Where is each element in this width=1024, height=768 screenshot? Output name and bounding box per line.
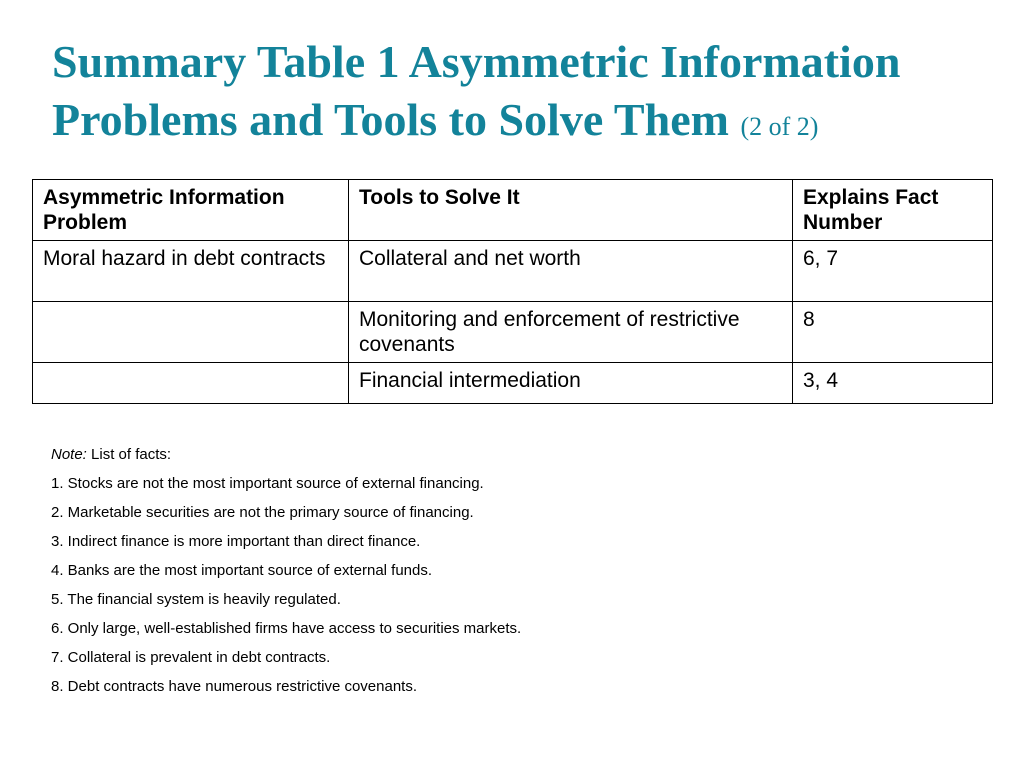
table-row: [33, 241, 993, 302]
cell-problem: Moral hazard in debt contracts: [33, 241, 349, 302]
header-problem: Asymmetric Information Problem: [33, 180, 349, 241]
cell-fact-number: 8: [793, 302, 993, 363]
cell-fact-number: 6, 7: [793, 241, 993, 302]
notes-section: [51, 440, 991, 701]
fact-item: 8. Debt contracts have numerous restrictive covenants.: [51, 678, 418, 695]
cell-tool: Collateral and net worth: [349, 241, 793, 302]
note-label: Note:: [51, 446, 87, 463]
fact-item: 1. Stocks are not the most important source of external financing.: [51, 475, 484, 492]
slide-title-suffix: (2 of 2): [740, 112, 819, 141]
summary-table: [32, 179, 993, 404]
note-heading-text: List of facts:: [91, 446, 172, 463]
header-fact-number: Explains Fact Number: [793, 180, 993, 241]
fact-item: 6. Only large, well-established firms have access to securities markets.: [51, 620, 522, 637]
table-row: [33, 363, 993, 404]
header-tools: Tools to Solve It: [349, 180, 793, 241]
notes-heading: [51, 440, 991, 469]
fact-item: 7. Collateral is prevalent in debt contracts.: [51, 649, 331, 666]
cell-tool: Financial intermediation: [349, 363, 793, 404]
fact-item: 4. Banks are the most important source of external funds.: [51, 562, 433, 579]
table-header-row: [33, 180, 993, 241]
fact-item: 2. Marketable securities are not the primary source of financing.: [51, 504, 474, 521]
cell-problem: [33, 302, 349, 363]
table-row: [33, 302, 993, 363]
cell-problem: [33, 363, 349, 404]
cell-fact-number: 3, 4: [793, 363, 993, 404]
slide-title: [52, 33, 1002, 156]
fact-item: 3. Indirect finance is more important than direct finance.: [51, 533, 421, 550]
cell-tool: Monitoring and enforcement of restrictive covenants: [349, 302, 793, 363]
slide-title-main: Summary Table 1 Asymmetric Information Problems and Tools to Solve Them: [52, 36, 901, 145]
fact-item: 5. The financial system is heavily regulated.: [51, 591, 341, 608]
